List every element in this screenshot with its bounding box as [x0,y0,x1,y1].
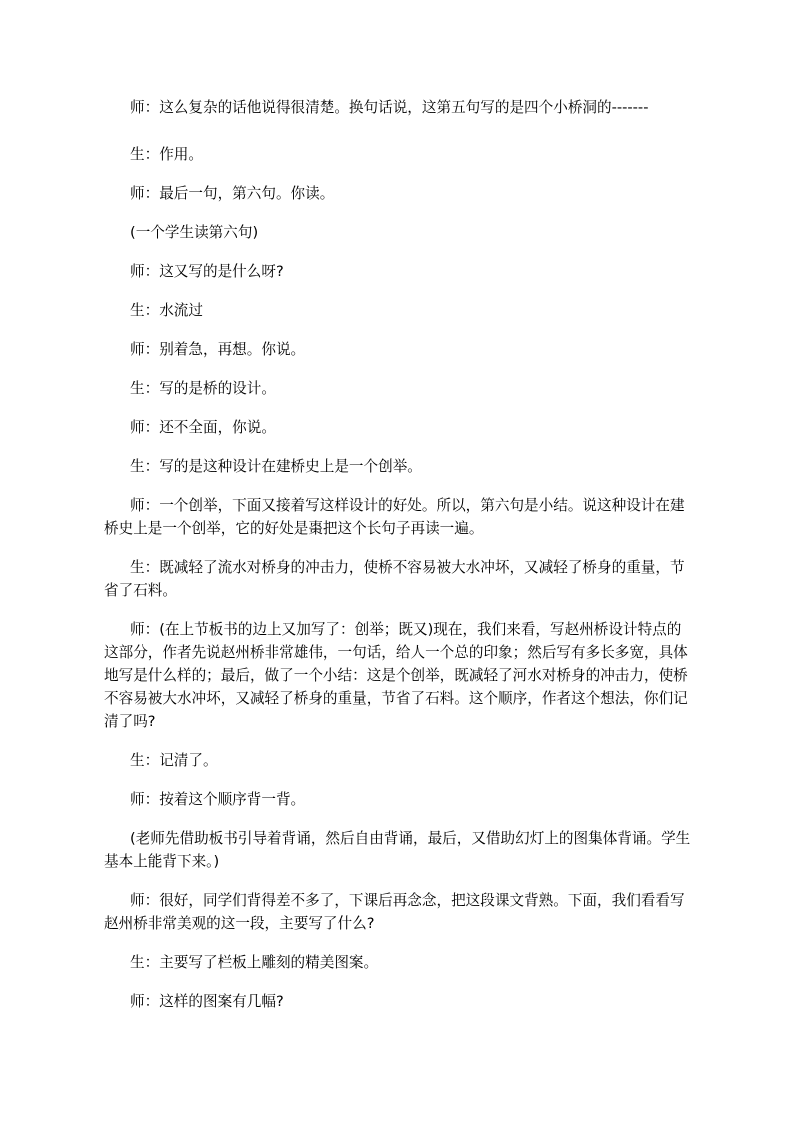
paragraph: 师：很好，同学们背得差不多了，下课后再念念，把这段课文背熟。下面，我们看看写赵州桥非常美观的这一段，主要写了什么? [104,892,685,932]
paragraph: 生：主要写了栏板上雕刻的精美图案。 [130,954,379,971]
paragraph: 生：作用。 [130,146,203,163]
paragraph: 生：记清了。 [130,752,218,769]
paragraph: 生：既减轻了流水对桥身的冲击力，使桥不容易被大水冲坏，又减轻了桥身的重量，节省了石料。 [104,559,685,599]
paragraph: 师：这样的图案有几幅? [130,993,284,1010]
paragraph: 师：别着急，再想。你说。 [130,341,306,358]
paragraph: (一个学生读第六句) [130,224,259,241]
paragraph: 师：最后一句，第六句。你读。 [130,185,335,202]
paragraph: 师：一个创举，下面又接着写这样设计的好处。所以，第六句是小结。说这种设计在建桥史上是一个创举，它的好处是棗把这个长句子再读一遍。 [104,497,685,537]
paragraph: 师：(在上节板书的边上又加写了：创举；既又)现在，我们来看，写赵州桥设计特点的这部分，作者先说赵州桥非常雄伟，一句话，给人一个总的印象；然后写有多长多宽，具体地写是什么样的；最后，做了一个小结：这是个创举，既减轻了河水对桥身的冲击力，使桥不容易被大水冲坏，又减轻了桥身的重量，节省了石料。这个顺序，作者这个想法，你们记清了吗? [104,621,688,730]
paragraph: 师：按着这个顺序背一背。 [130,791,306,808]
paragraph: (老师先借助板书引导着背诵，然后自由背诵，最后，又借助幻灯上的图集体背诵。学生基本上能背下来。) [104,830,691,870]
paragraph: 生：写的是这种设计在建桥史上是一个创举。 [130,458,422,475]
paragraph: 师：这么复杂的话他说得很清楚。换句话说，这第五句写的是四个小桥洞的------- [130,99,649,116]
paragraph: 生：写的是桥的设计。 [130,380,276,397]
paragraph: 师：这又写的是什么呀? [130,263,284,280]
paragraph: 生：水流过 [130,302,203,319]
paragraph: 师：还不全面，你说。 [130,419,276,436]
document-page [104,96,692,1029]
